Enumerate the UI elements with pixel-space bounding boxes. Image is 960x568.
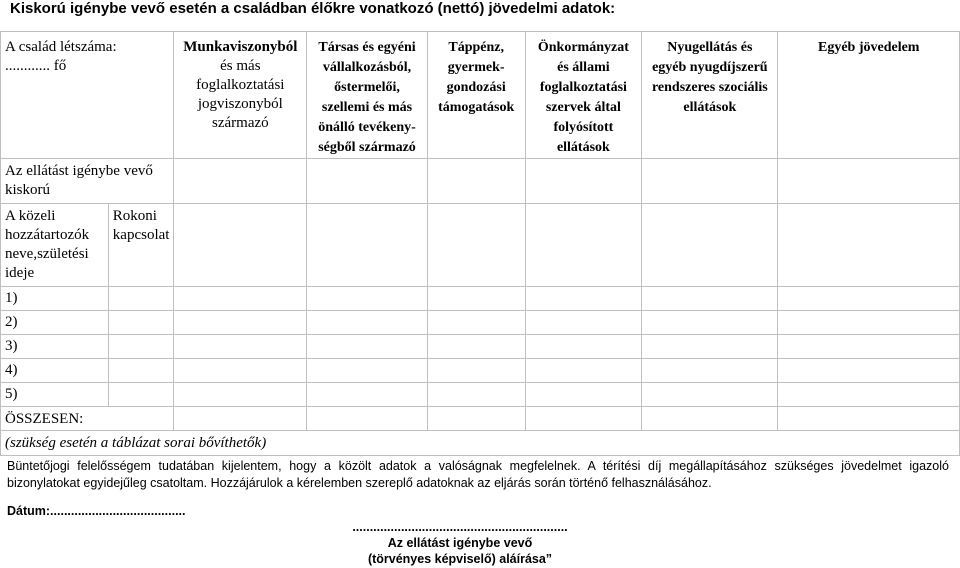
input-cell[interactable] (778, 311, 960, 335)
col-header-line: ségből származó (318, 140, 416, 155)
col-header-line: egyéb nyugdíjszerű (652, 60, 768, 75)
input-cell[interactable] (174, 204, 307, 287)
input-cell[interactable] (525, 311, 642, 335)
col-header-line: ellátások (683, 100, 737, 115)
col-header-line: és más (220, 58, 261, 74)
col-header-line: Táppénz, (448, 40, 504, 55)
input-cell[interactable] (427, 159, 525, 204)
relative-row (1, 287, 960, 311)
input-cell[interactable] (307, 335, 428, 359)
col-header-line: Önkormányzat (537, 40, 629, 55)
input-cell[interactable] (108, 383, 174, 407)
note-cell (1, 431, 960, 456)
relative-row (1, 383, 960, 407)
total-row (1, 407, 960, 431)
signature-block (350, 519, 570, 567)
col-header-enterprise (307, 32, 428, 159)
input-cell[interactable] (174, 287, 307, 311)
input-cell[interactable] (307, 204, 428, 287)
relatives-label-line: ideje (5, 265, 35, 281)
col-header-line: folyósított (553, 120, 614, 135)
input-cell[interactable] (307, 383, 428, 407)
col-header-line: Nyugellátás és (667, 40, 753, 55)
input-cell[interactable] (525, 383, 642, 407)
input-cell[interactable] (525, 287, 642, 311)
col-header-line: önálló tevékeny- (318, 120, 416, 135)
row-number: 5) (5, 386, 18, 402)
col-header-line: ellátások (556, 140, 610, 155)
input-cell[interactable] (778, 204, 960, 287)
income-table (0, 31, 960, 456)
col-header-other (778, 32, 960, 159)
table-note: (szükség esetén a táblázat sorai bővíthetők) (5, 435, 267, 451)
row-number: 1) (5, 290, 18, 306)
input-cell[interactable] (174, 159, 307, 204)
input-cell[interactable] (427, 335, 525, 359)
relative-name-cell[interactable] (1, 359, 109, 383)
relatives-label-line: neve,születési (5, 246, 89, 262)
input-cell[interactable] (174, 311, 307, 335)
input-cell[interactable] (525, 407, 642, 431)
relative-row (1, 359, 960, 383)
col-header-line: és állami (557, 60, 610, 75)
input-cell[interactable] (778, 359, 960, 383)
signature-caption-1: Az ellátást igénybe vevő (387, 536, 533, 550)
input-cell[interactable] (525, 335, 642, 359)
relatives-label-line: hozzátartozók (5, 227, 90, 243)
col-header-line: foglalkoztatási (196, 77, 285, 93)
input-cell[interactable] (642, 287, 778, 311)
input-cell[interactable] (778, 383, 960, 407)
relation-label-cell (108, 204, 174, 287)
row-number: 4) (5, 362, 18, 378)
note-row (1, 431, 960, 456)
input-cell[interactable] (778, 159, 960, 204)
input-cell[interactable] (427, 359, 525, 383)
col-header-line: rendszeres szociális (651, 80, 768, 95)
col-header-line: szervek által (545, 100, 621, 115)
family-size-field[interactable]: ............ fő (5, 58, 67, 74)
input-cell[interactable] (642, 311, 778, 335)
row-number: 3) (5, 338, 18, 354)
input-cell[interactable] (427, 204, 525, 287)
col-header-line: Egyéb jövedelem (817, 40, 920, 55)
relative-name-cell[interactable] (1, 287, 109, 311)
row-number: 2) (5, 314, 18, 330)
input-cell[interactable] (108, 335, 174, 359)
col-header-line: jogviszonyból (197, 96, 283, 112)
date-field[interactable]: Dátum:....................................... (7, 504, 186, 518)
col-header-line: vállalkozásból, (322, 60, 412, 75)
col-header-line: szellemi és más (321, 100, 413, 115)
input-cell[interactable] (642, 407, 778, 431)
col-header-line: gondozási (446, 80, 506, 95)
col-header-line: származó (212, 115, 269, 131)
relatives-label-line: A közeli (5, 208, 56, 224)
total-label-cell (1, 407, 174, 431)
input-cell[interactable] (525, 159, 642, 204)
relative-name-cell[interactable] (1, 311, 109, 335)
col-header-line: Munkaviszonyból (183, 39, 298, 55)
form-title: Kiskorú igénybe vevő esetén a családban élőkre vonatkozó (nettó) jövedelmi adatok: (10, 0, 616, 17)
input-cell[interactable] (427, 407, 525, 431)
family-size-label: A család létszáma: (5, 39, 117, 55)
input-cell[interactable] (778, 287, 960, 311)
relative-name-cell[interactable] (1, 383, 109, 407)
input-cell[interactable] (642, 159, 778, 204)
applicant-row (1, 159, 960, 204)
input-cell[interactable] (174, 383, 307, 407)
input-cell[interactable] (108, 359, 174, 383)
input-cell[interactable] (174, 335, 307, 359)
input-cell[interactable] (307, 159, 428, 204)
input-cell[interactable] (174, 359, 307, 383)
input-cell[interactable] (108, 287, 174, 311)
input-cell[interactable] (642, 335, 778, 359)
signature-line[interactable]: .............................................................. (352, 520, 568, 534)
col-header-pension (642, 32, 778, 159)
relation-label-line: kapcsolat (112, 227, 170, 243)
signature-caption-2: (törvényes képviselő) aláírása” (367, 552, 553, 566)
input-cell[interactable] (642, 359, 778, 383)
col-header-line: őstermelői, (334, 80, 400, 95)
col-header-line: gyermek- (447, 60, 505, 75)
declaration-text: Büntetőjogi felelősségem tudatában kijelentem, hogy a közölt adatok a valóságnak megfelelnek. A térítési díj megállapításához szükséges jövedelmet igazoló bizonylatokat egyidejűleg csatoltam. Hozzájárulok a kérelemben szereplő adatoknak az eljárás során történő felhasználásához. (7, 459, 949, 490)
relative-row (1, 335, 960, 359)
input-cell[interactable] (525, 359, 642, 383)
col-header-sick-pay (427, 32, 525, 159)
col-header-employment (174, 32, 307, 159)
input-cell[interactable] (427, 383, 525, 407)
relatives-header-row (1, 204, 960, 287)
input-cell[interactable] (307, 287, 428, 311)
input-cell[interactable] (778, 335, 960, 359)
input-cell[interactable] (108, 311, 174, 335)
applicant-label-line: Az ellátást igénybe vevő (5, 163, 153, 179)
family-size-cell (1, 32, 174, 159)
input-cell[interactable] (307, 359, 428, 383)
input-cell[interactable] (307, 311, 428, 335)
input-cell[interactable] (427, 287, 525, 311)
relative-name-cell[interactable] (1, 335, 109, 359)
total-label: ÖSSZESEN: (5, 411, 84, 427)
input-cell[interactable] (778, 407, 960, 431)
input-cell[interactable] (525, 204, 642, 287)
applicant-label-line: kiskorú (5, 182, 50, 198)
input-cell[interactable] (307, 407, 428, 431)
col-header-line: foglalkoztatási (539, 80, 627, 95)
input-cell[interactable] (427, 311, 525, 335)
relation-label-line: Rokoni (112, 208, 157, 224)
col-header-line: támogatások (438, 100, 515, 115)
input-cell[interactable] (642, 204, 778, 287)
input-cell[interactable] (174, 407, 307, 431)
header-row (1, 32, 960, 159)
relatives-label-cell (1, 204, 109, 287)
col-header-municipal (525, 32, 642, 159)
relative-row (1, 311, 960, 335)
input-cell[interactable] (642, 383, 778, 407)
applicant-label-cell (1, 159, 174, 204)
col-header-line: Társas és egyéni (318, 40, 416, 55)
